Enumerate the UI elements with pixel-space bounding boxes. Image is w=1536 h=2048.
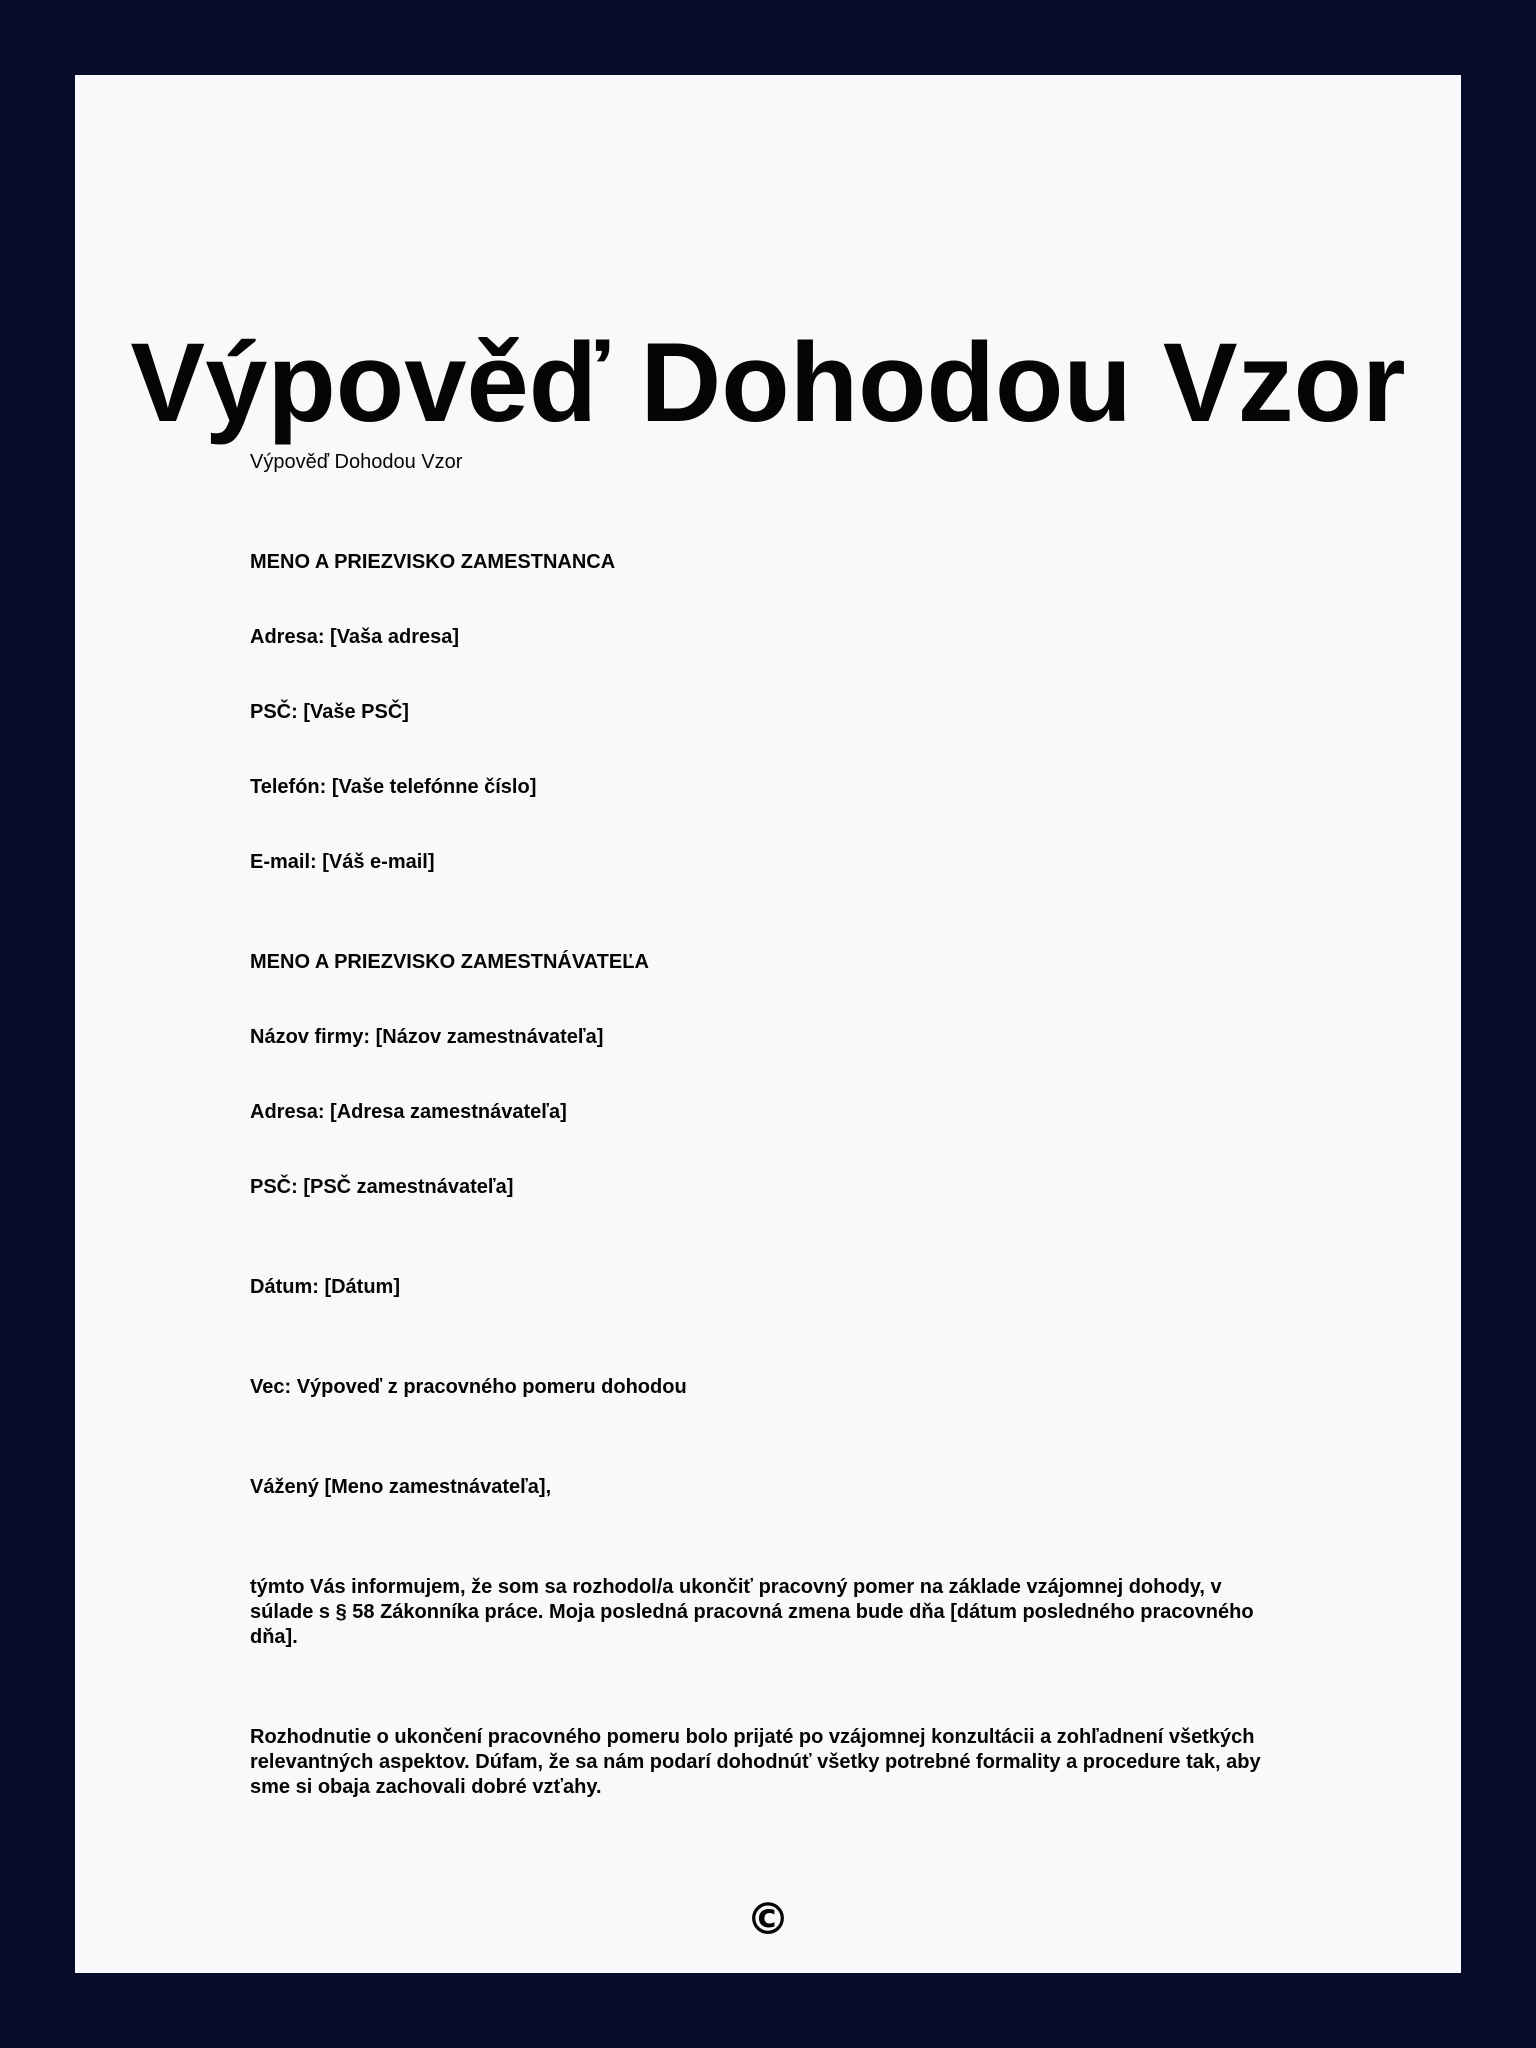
document-page xyxy=(75,75,1461,1973)
employer-zip: PSČ: [PSČ zamestnávateľa] xyxy=(250,1176,514,1198)
document-subject: Vec: Výpoveď z pracovného pomeru dohodou xyxy=(250,1376,687,1398)
document-date: Dátum: [Dátum] xyxy=(250,1276,400,1298)
employee-heading: MENO A PRIEZVISKO ZAMESTNANCA xyxy=(250,551,616,573)
body-paragraph-1: týmto Vás informujem, že som sa rozhodol/a ukončiť pracovný pomer na základe vzájomnej dohody, v súlade s § 58 Zákonníka práce. Moja posledná pracovná zmena bude dňa [dátum posledného pracovného dňa]. xyxy=(250,1576,1254,1648)
copyright-icon: © xyxy=(746,1894,790,1945)
employee-email: E-mail: [Váš e-mail] xyxy=(250,851,435,873)
employer-company: Názov firmy: [Názov zamestnávateľa] xyxy=(250,1026,604,1048)
employee-zip: PSČ: [Vaše PSČ] xyxy=(250,701,409,723)
body-paragraph-2: Rozhodnutie o ukončení pracovného pomeru bolo prijaté po vzájomnej konzultácii a zohľadnení všetkých relevantných aspektov. Dúfam, že sa nám podarí dohodnúť všetky potrebné formality a procedure tak, aby sme si obaja zachovali dobré vzťahy. xyxy=(250,1726,1261,1798)
employee-phone: Telefón: [Vaše telefónne číslo] xyxy=(250,776,537,798)
employer-heading: MENO A PRIEZVISKO ZAMESTNÁVATEĽA xyxy=(250,951,649,973)
employee-address: Adresa: [Vaša adresa] xyxy=(250,626,460,648)
document-salutation: Vážený [Meno zamestnávateľa], xyxy=(250,1476,552,1498)
employer-address: Adresa: [Adresa zamestnávateľa] xyxy=(250,1101,567,1123)
document-subtitle: Výpověď Dohodou Vzor xyxy=(250,451,463,473)
document-title: Výpověď Dohodou Vzor xyxy=(130,320,1406,445)
